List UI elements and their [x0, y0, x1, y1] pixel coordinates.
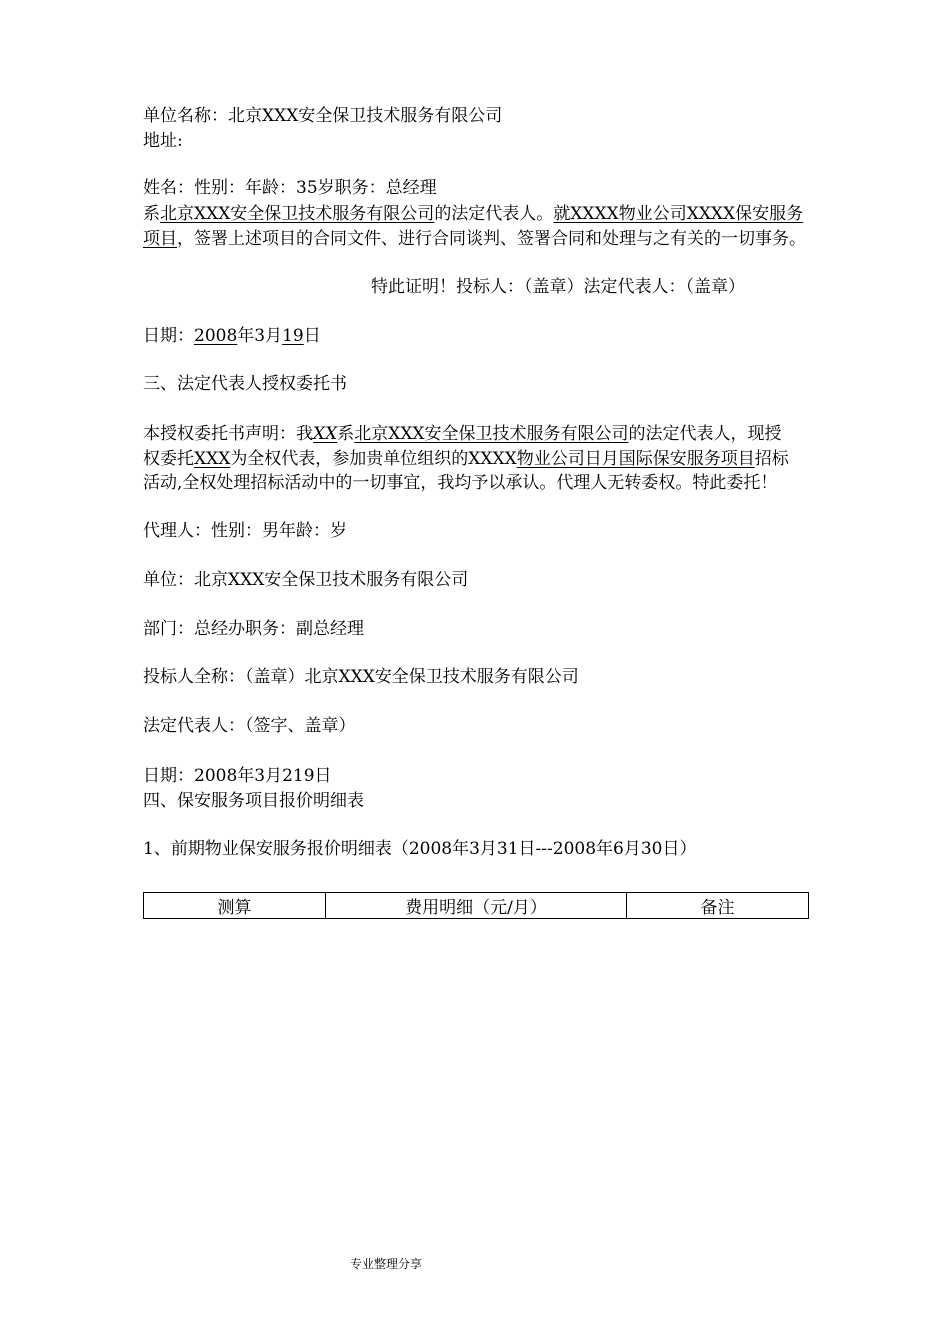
date-label: 日期： [143, 326, 194, 346]
p1-project-end: 项目 [143, 229, 177, 249]
agent-unit-line: 单位：北京XXX安全保卫技术服务有限公司 [143, 570, 469, 590]
p2-text: 系 [337, 424, 355, 444]
table-header-cell: 费用明细（元/月） [326, 893, 627, 919]
section-4-heading: 四、保安服务项目报价明细表 [143, 791, 364, 811]
bidder-line: 投标人全称：（盖章）北京XXX安全保卫技术服务有限公司 [143, 667, 579, 687]
p2-delegate: XXX [194, 449, 231, 469]
date-month: 年3月 [237, 326, 283, 346]
paragraph-1-line-1 [143, 203, 803, 225]
person-info-line: 姓名：性别：年龄：35岁职务：总经理 [143, 178, 437, 198]
address-line: 地址: [143, 131, 183, 151]
paragraph-2-line-2 [143, 448, 789, 470]
footer-note: 专业整理分享 [350, 1257, 423, 1271]
date-year: 2008 [194, 326, 238, 346]
p1-project: 就XXXX物业公司XXXX保安服务 [553, 204, 804, 224]
department-line: 部门：总经办职务：副总经理 [143, 619, 364, 639]
quote-table [143, 892, 809, 919]
table-caption: 1、前期物业保安服务报价明细表（2008年3月31日---2008年6月30日） [143, 839, 697, 859]
p2-xx: XX [313, 424, 338, 444]
date-line-2: 日期：2008年3月219日 [143, 766, 332, 786]
section-3-heading: 三、法定代表人授权委托书 [143, 374, 347, 394]
p1-text: ，签署上述项目的合同文件、进行合同谈判、签署合同和处理与之有关的一切事务。 [177, 229, 806, 249]
p2-text: 招标 [754, 449, 789, 469]
p1-text: 的法定代表人。 [434, 204, 554, 224]
unit-name-line: 单位名称：北京XXX安全保卫技术服务有限公司 [143, 106, 503, 126]
paragraph-2-line-1 [143, 423, 782, 445]
p1-text: 系 [143, 204, 160, 224]
paragraph-2-line-3: 活动,全权处理招标活动中的一切事宜，我均予以承认。代理人无转委权。特此委托！ [143, 473, 778, 493]
p2-text: 的法定代表人，现授 [628, 424, 782, 444]
date-suffix: 日 [303, 326, 321, 346]
legal-rep-line: 法定代表人：（签字、盖章） [143, 716, 356, 736]
table-header-cell: 测算 [144, 893, 326, 919]
table-header-cell: 备注 [627, 893, 809, 919]
table-header-row [144, 893, 809, 919]
p2-text: 本授权委托书声明：我 [143, 424, 313, 444]
p2-text: 权委托 [143, 449, 194, 469]
date-day: 19 [282, 326, 304, 346]
p1-company: 北京XXX安全保卫技术服务有限公司 [160, 204, 435, 224]
p2-company: 北京XXX安全保卫技术服务有限公司 [354, 424, 629, 444]
paragraph-1-line-2 [143, 228, 806, 250]
p2-project: 物业公司日月国际保安服务项目 [516, 449, 755, 469]
date-line-1 [143, 325, 321, 347]
certify-line: 特此证明！投标人：（盖章）法定代表人：（盖章） [371, 277, 745, 297]
p2-text: 为全权代表，参加贵单位组织的XXXX [230, 449, 517, 469]
agent-line: 代理人：性别：男年龄：岁 [143, 521, 347, 541]
